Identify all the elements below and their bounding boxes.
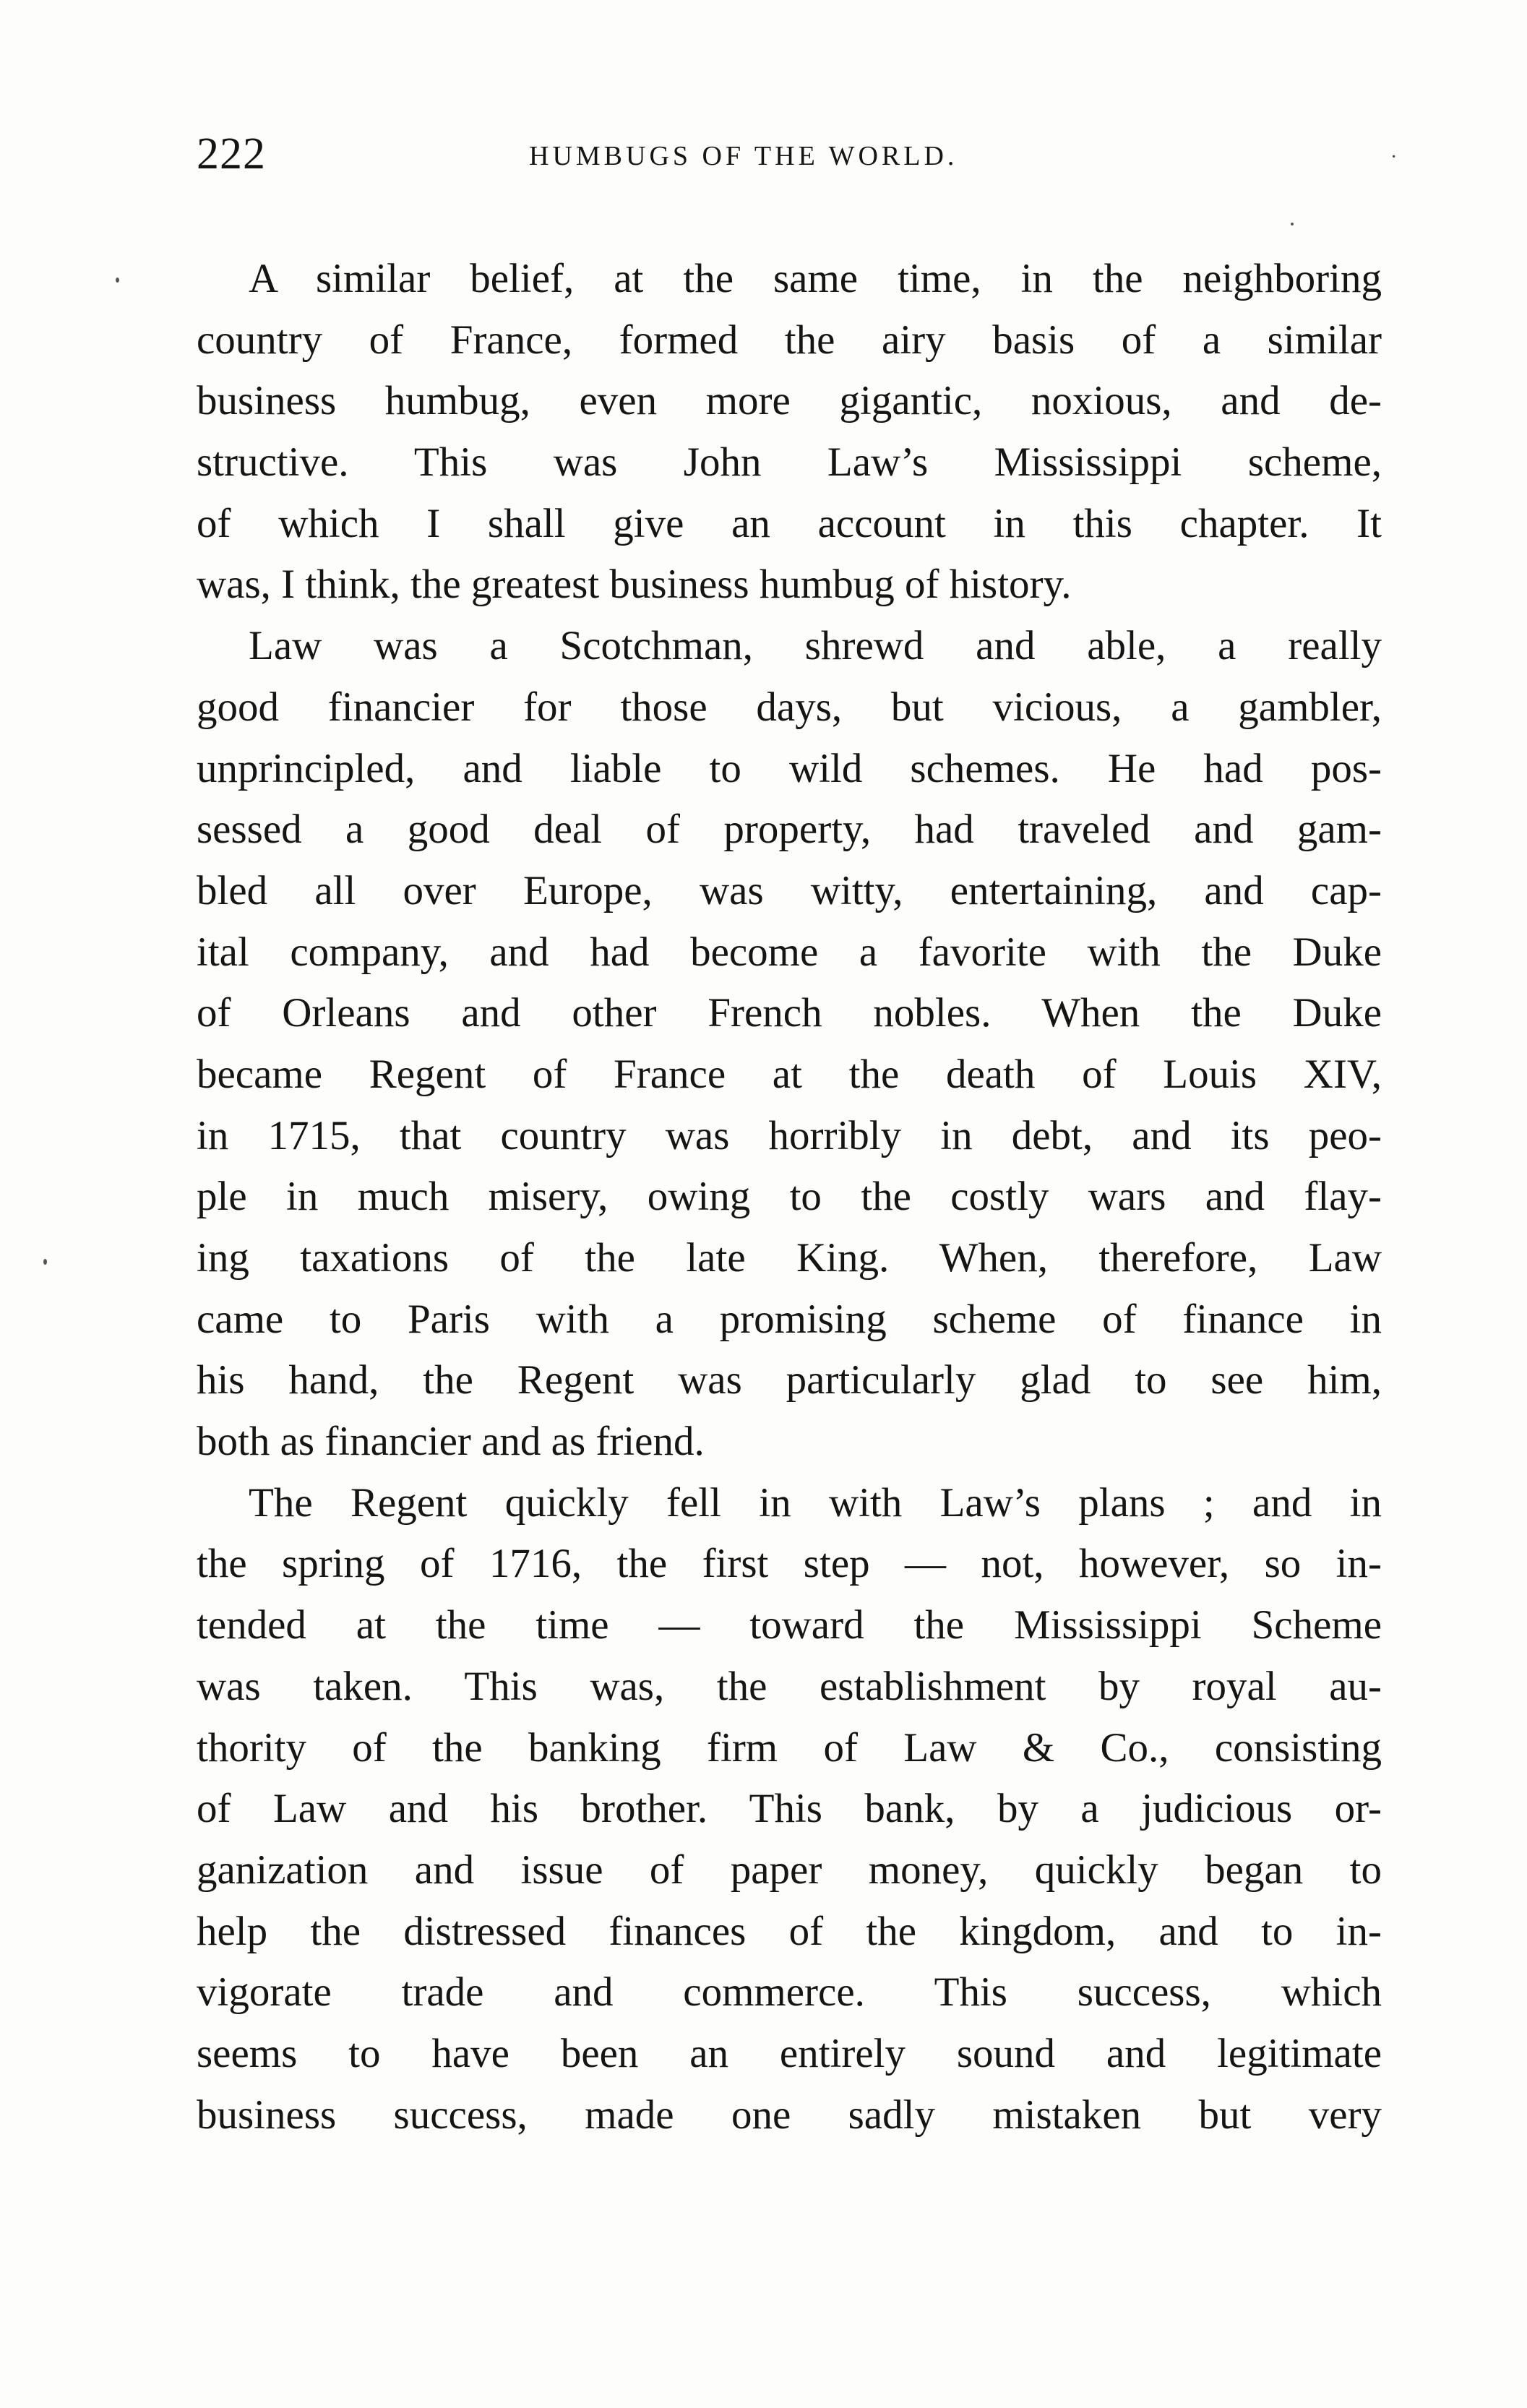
paragraph-2 [197,616,1382,1473]
text-line: was, I think, the greatest business humbug of history. [197,562,1072,608]
text-line: in 1715, that country was horribly in debt, and its peo- [197,1112,1382,1158]
body-text [197,249,1382,2146]
text-line: business humbug, even more gigantic, noxious, and de- [197,378,1382,424]
text-line: structive. This was John Law’s Mississippi scheme, [197,439,1382,486]
text-line: tended at the time — toward the Mississippi Scheme [197,1602,1382,1648]
text-line: The Regent quickly fell in with Law’s plans ; and in [249,1479,1382,1526]
text-line: bled all over Europe, was witty, entertaining, and cap- [197,867,1382,913]
paragraph-1 [197,249,1382,616]
print-speck: · [1390,146,1398,168]
print-speck [116,278,119,283]
text-line: of which I shall give an account in this chapter. It [197,500,1382,546]
running-title: HUMBUGS OF THE WORLD. [529,141,958,171]
page-number: 222 [197,129,266,179]
text-line: country of France, formed the airy basis of a similar [197,317,1382,363]
running-head [197,121,1398,186]
text-line: good financier for those days, but vicious, a gambler, [197,684,1382,730]
text-line: sessed a good deal of property, had traveled and gam- [197,807,1382,853]
text-line: of Orleans and other French nobles. When the Duke [197,990,1382,1036]
print-speck [43,1259,47,1265]
text-line: of Law and his brother. This bank, by a judicious or- [197,1786,1382,1832]
text-line: thority of the banking firm of Law & Co., consisting [197,1724,1382,1771]
text-line: the spring of 1716, the first step — not, however, so in- [197,1541,1382,1587]
text-line: help the distressed finances of the kingdom, and to in- [197,1908,1382,1954]
text-line: business success, made one sadly mistaken but very [197,2091,1382,2138]
paragraph-3 [197,1473,1382,2146]
print-speck [1291,223,1294,225]
text-line: ing taxations of the late King. When, therefore, Law [197,1235,1382,1281]
text-line: his hand, the Regent was particularly glad to see him, [197,1357,1382,1403]
text-line: A similar belief, at the same time, in the neighboring [249,256,1382,301]
text-line: ital company, and had become a favorite with the Duke [197,929,1382,975]
text-line: seems to have been an entirely sound and legitimate [197,2030,1382,2076]
text-line: was taken. This was, the establishment by royal au- [197,1663,1382,1709]
text-line: came to Paris with a promising scheme of finance in [197,1296,1382,1342]
text-line: ple in much misery, owing to the costly wars and flay- [197,1174,1382,1220]
text-line: unprincipled, and liable to wild schemes. He had pos- [197,745,1382,791]
text-line: ganization and issue of paper money, quickly began to [197,1846,1382,1893]
text-line: both as financier and as friend. [197,1419,705,1465]
text-line: Law was a Scotchman, shrewd and able, a really [249,623,1382,669]
text-line: became Regent of France at the death of Louis XIV, [197,1051,1382,1097]
text-line: vigorate trade and commerce. This success, which [197,1969,1382,2016]
